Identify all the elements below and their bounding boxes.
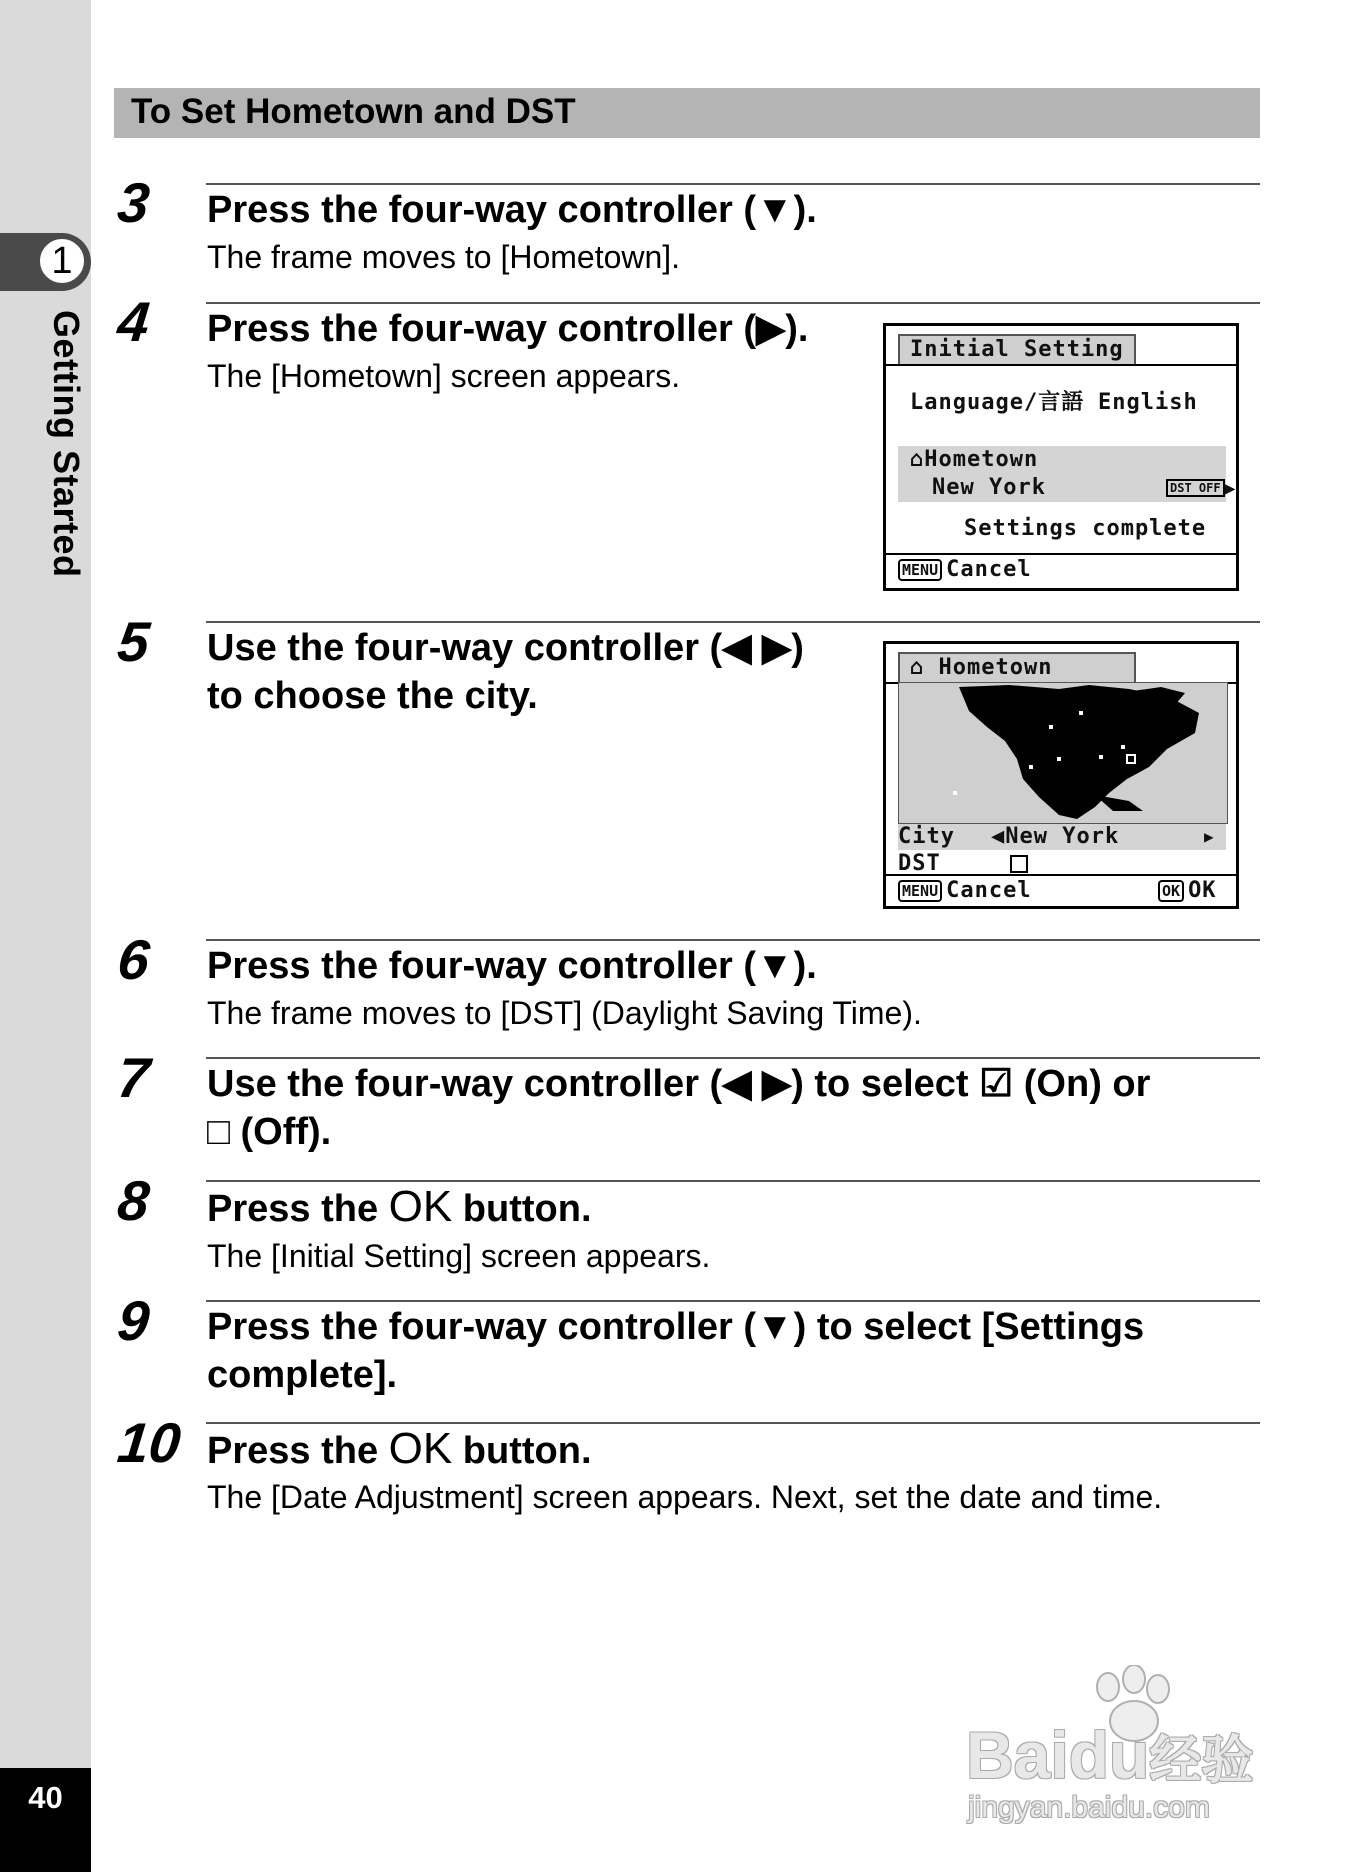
initial-setting-screen xyxy=(883,323,1239,591)
city-value: ◀New York xyxy=(991,824,1120,849)
hometown-screen xyxy=(883,641,1239,909)
step-number: 8 xyxy=(114,1169,153,1232)
ok-label: OK xyxy=(1188,878,1217,903)
step-heading-text: (Off). xyxy=(229,1111,332,1153)
step-description: The [Date Adjustment] screen appears. Next, set the date and time. xyxy=(207,1479,1163,1515)
screen-divider xyxy=(886,364,1236,366)
dst-status-badge xyxy=(1166,475,1236,502)
cancel-hint xyxy=(898,878,1032,904)
section-title: To Set Hometown and DST xyxy=(131,92,576,131)
settings-complete-item: Settings complete xyxy=(964,516,1207,541)
step-heading: Press the four-way controller (▼) to select [Settings xyxy=(207,1306,1145,1348)
step-divider xyxy=(206,183,1260,185)
step-number: 4 xyxy=(114,290,153,353)
step-heading: Use the four-way controller (◀ ▶) xyxy=(207,627,804,669)
ok-button-icon: OK xyxy=(388,1182,453,1231)
right-arrow-icon: ▶ xyxy=(1224,478,1237,499)
hometown-label: ⌂Hometown xyxy=(910,447,1039,472)
step-divider xyxy=(206,621,1260,623)
watermark-brand xyxy=(966,1717,1253,1793)
screen-tab-title: ⌂ Hometown xyxy=(898,652,1136,682)
step-heading xyxy=(207,1108,331,1156)
step-number: 5 xyxy=(114,610,153,673)
step-number: 7 xyxy=(114,1046,153,1109)
north-america-map-icon xyxy=(899,683,1227,823)
step-description: The frame moves to [DST] (Daylight Saving Time). xyxy=(207,995,922,1031)
ok-key-icon: OK xyxy=(1158,880,1184,902)
baidu-watermark xyxy=(966,1665,1286,1825)
step-description: The [Hometown] screen appears. xyxy=(207,358,681,394)
world-map xyxy=(898,682,1228,824)
chapter-number: 1 xyxy=(37,236,87,286)
step-heading xyxy=(207,1060,1150,1108)
step-number: 3 xyxy=(114,171,153,234)
step-heading xyxy=(207,1183,592,1233)
watermark-brand-text: Bai xyxy=(966,1718,1069,1792)
step-heading: Press the four-way controller (▶). xyxy=(207,308,809,350)
dst-off-icon: DST OFF xyxy=(1166,479,1225,497)
step-heading xyxy=(207,1425,592,1475)
step-heading: Press the four-way controller (▼). xyxy=(207,945,817,987)
checkbox-icon xyxy=(1010,855,1028,873)
step-heading: to choose the city. xyxy=(207,675,538,717)
watermark-cn-text: 经验 xyxy=(1149,1732,1254,1790)
step-divider xyxy=(206,302,1260,304)
screen-tab-title: Initial Setting xyxy=(898,334,1136,364)
menu-key-icon: MENU xyxy=(898,559,942,581)
step-heading-text: button. xyxy=(452,1430,592,1472)
step-heading-text: Use the four-way controller (◀ ▶) to select xyxy=(207,1063,980,1105)
step-divider xyxy=(206,1300,1260,1302)
step-number: 6 xyxy=(114,928,153,991)
chapter-title: Getting Started xyxy=(46,310,87,578)
step-heading-text: (On) or xyxy=(1013,1063,1151,1105)
step-divider xyxy=(206,1422,1260,1424)
step-divider xyxy=(206,1057,1260,1059)
dst-label: DST xyxy=(898,851,941,876)
cancel-hint xyxy=(898,557,1032,583)
menu-key-icon: MENU xyxy=(898,880,942,902)
step-divider xyxy=(206,1180,1260,1182)
screen-divider xyxy=(886,553,1236,555)
step-number: 9 xyxy=(114,1289,153,1352)
watermark-brand-text: du xyxy=(1068,1718,1150,1792)
step-description: The [Initial Setting] screen appears. xyxy=(207,1238,711,1274)
checkbox-off-icon: □ xyxy=(207,1111,230,1153)
cancel-label: Cancel xyxy=(946,557,1032,582)
ok-hint xyxy=(1158,878,1217,904)
step-description: The frame moves to [Hometown]. xyxy=(207,239,681,275)
step-heading: Press the four-way controller (▼). xyxy=(207,189,817,231)
step-number: 10 xyxy=(114,1411,184,1474)
step-heading-text: button. xyxy=(452,1188,592,1230)
city-label: City xyxy=(898,824,955,849)
page-number: 40 xyxy=(28,1780,63,1815)
ok-button-icon: OK xyxy=(388,1424,453,1473)
language-value: English xyxy=(1098,390,1198,415)
step-heading-text: Press the xyxy=(207,1188,389,1230)
step-heading: complete]. xyxy=(207,1354,398,1396)
step-heading-text: Press the xyxy=(207,1430,389,1472)
step-divider xyxy=(206,939,1260,941)
checkbox-on-icon: ☑ xyxy=(979,1063,1014,1105)
watermark-url: jingyan.baidu.com xyxy=(968,1791,1210,1824)
right-arrow-icon: ▶ xyxy=(1204,827,1215,846)
cancel-label: Cancel xyxy=(946,878,1032,903)
hometown-value: New York xyxy=(932,475,1046,500)
screen-divider xyxy=(886,874,1236,876)
language-label: Language/言語 xyxy=(910,390,1085,415)
